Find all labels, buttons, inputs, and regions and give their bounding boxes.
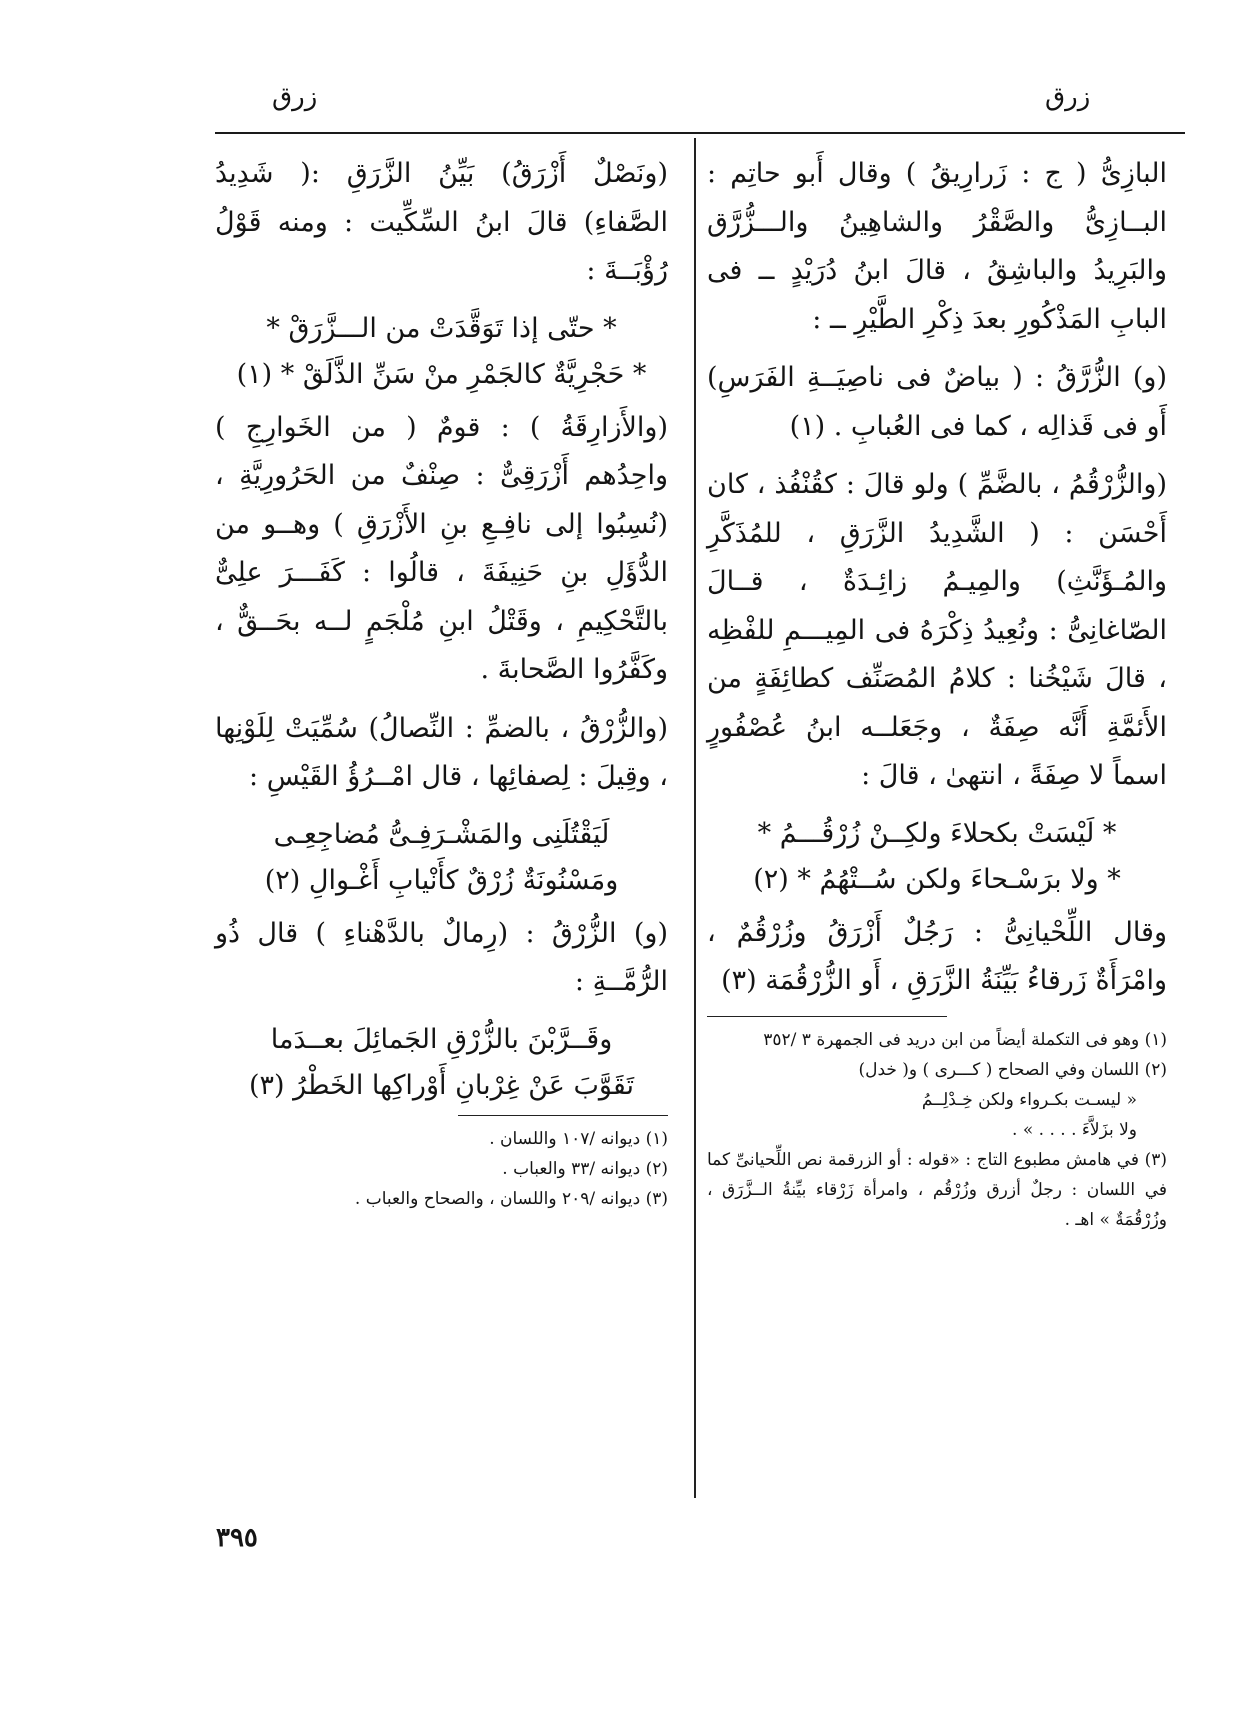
footnote: (٣) في هامش مطبوع التاج : «قوله : أو الزرقمة نص اللِّحيانىِّ كما في اللسان : رجلٌ أزرق وزُرْقُم ، وامرأة زَرْقاء بيِّنةُ الــزَّرَق ، وزُرْقُمَةٌ » اهـ .	[707, 1149, 1167, 1230]
footnote: (٣) ديوانه /٢٠٩ واللسان ، والصحاح والعباب .	[354, 1188, 668, 1209]
page-number: ٣٩٥	[216, 1523, 258, 1553]
footnote-rule	[458, 1115, 668, 1116]
paragraph: وقال اللِّحْيانِىُّ : رَجُلٌ أَزْرَقُ وزُرْقُمٌ ، وامْرَأَةٌ زَرقاءُ بَيِّنَةُ الزَّرَقِ ، أَو الزُّرْقُمَة (٣)	[707, 916, 1167, 996]
verse-line: تَقَوَّبَ عَنْ غِرْبانِ أَوْراكِها الخَطْرُ (٣)	[248, 1069, 635, 1101]
verse-line: ومَسْنُونَةٌ زُرْقٌ كأَنْيابِ أَغْـوالِ (٢)	[264, 864, 619, 896]
footnote: (٢) اللسان وفي الصحاح ( كـــرى ) و( خدل)	[858, 1059, 1167, 1080]
verse-line: * حتّى إذا تَوَقَّدَتْ من الـــزَّرَقْ *	[266, 312, 617, 344]
footnote-rule	[707, 1016, 947, 1017]
paragraph: (والزُّرْقُمُ ، بالضَّمِّ ) ولو قالَ : كقُنْفُذ ، كان أَحْسَن : ( الشَّدِيدُ الزَّرَقِ ، للمُذَكَّرِ والمُـؤَنَّثِ) والمِيـمُ زائِـدَةٌ ، قــالَ الصّاغانِىُّ : ونُعِيدُ ذِكْرَهُ فى المِيـــمِ للفْظِه ، قالَ شَيْخُنا : كلامُ المُصَنِّف كطائِفَةٍ من الأَئمَّةِ أَنَّه صِفَةٌ ، وجَعَلــه ابنُ عُصْفُورٍ اسماً لا صِفَةً ، انتهىٰ ، قالَ :	[707, 469, 1167, 791]
paragraph: (و) الزُّرَّقُ : ( بياضٌ فى ناصِيَــةِ الفَرَسِ) أَو فى قَذالِه ، كما فى العُبابِ . (١)	[707, 362, 1167, 442]
left-column	[215, 150, 668, 1214]
right-column	[707, 150, 1167, 1235]
verse-line: * لَيْسَتْ بكحلاءَ ولكِــنْ زُرْقُـــمُ *	[757, 817, 1117, 849]
verse-line: لَيَقْتُلَنِى والمَشْـرَفِـىُّ مُضاجِعِـى	[273, 818, 610, 850]
running-head-right: زرق	[1045, 82, 1091, 112]
verse	[215, 306, 668, 398]
verse-line: * حَجْرِيَّةٌ كالجَمْرِ منْ سَنِّ الذَّلَقْ * (١)	[236, 358, 647, 390]
footnote: (١) ديوانه /١٠٧ واللسان .	[489, 1128, 668, 1149]
verse-line: وقَــرَّبْنَ بالزُّرْقِ الجَمائِلَ بعــدَما	[270, 1023, 613, 1055]
footnote-verse: ولا بزَلاَّءَ . . . . » .	[1012, 1119, 1137, 1140]
paragraph: (ونَصْلٌ أَزْرَقُ) بَيِّنُ الزَّرَقِ :( شَدِيدُ الصَّفاءِ) قالَ ابنُ السِّكِّيت : ومنه قَوْلُ رُؤْبَــةَ :	[215, 158, 668, 286]
verse-line: * ولا برَسْـحاءَ ولكن سُــتْهُمُ * (٢)	[753, 863, 1121, 895]
header-rule	[215, 132, 1185, 134]
footnote: (٢) ديوانه /٣٣ والعباب .	[502, 1158, 668, 1179]
paragraph: (والزُّرْقُ ، بالضمِّ : النِّصالُ) سُمِّيَتْ لِلَوْنِها ، وقِيلَ : لِصفائِها ، قال امْــرُؤُ القَيْسِ :	[215, 712, 668, 792]
verse	[215, 812, 668, 904]
footnote-verse: « ليسـت بكـرواء ولكن خِـدْلِــمُ	[921, 1089, 1137, 1110]
footnote: (١) وهو فى التكملة أيضاً من ابن دريد فى الجمهرة ٣ /٣٥٢	[763, 1029, 1167, 1050]
paragraph: (و) الزُّرْقُ : (رِمالٌ بالدَّهْناءِ ) قال ذُو الرُّمَّــةِ :	[215, 917, 668, 997]
paragraph: البازِىُّ ( ج : زَرارِيقُ ) وقال أَبو حاتِم : البــازِىُّ والصَّقْرُ والشاهِينُ والـــزُّرَّق والبَرِيدُ والباشِقُ ، قالَ ابنُ دُرَيْدٍ ــ فى البابِ المَذْكُورِ بعدَ ذِكْرِ الطَّيْرِ ــ :	[707, 158, 1167, 335]
paragraph: (والأَزارِقَةُ ) : قومٌ ( من الخَوارِجِ ) واحِدُهم أَزْرَقِىٌّ : صِنْفٌ من الحَرُورِيَّةِ ، (نُسِبُوا إلى نافِـعِ بنِ الأَزْرَقِ ) وهــو من الدُّؤَلِ بنِ حَنِيفَةَ ، قالُوا : كَفَـــرَ علِىٌّ بالتَّحْكِيمِ ، وقَتْلُ ابنِ مُلْجَمٍ لــه بحَــقٌّ ، وكَفَّرُوا الصَّحابةَ .	[215, 411, 668, 685]
verse	[707, 811, 1167, 903]
verse	[215, 1017, 668, 1109]
running-head-left: زرق	[272, 82, 318, 112]
column-divider	[694, 138, 696, 1498]
